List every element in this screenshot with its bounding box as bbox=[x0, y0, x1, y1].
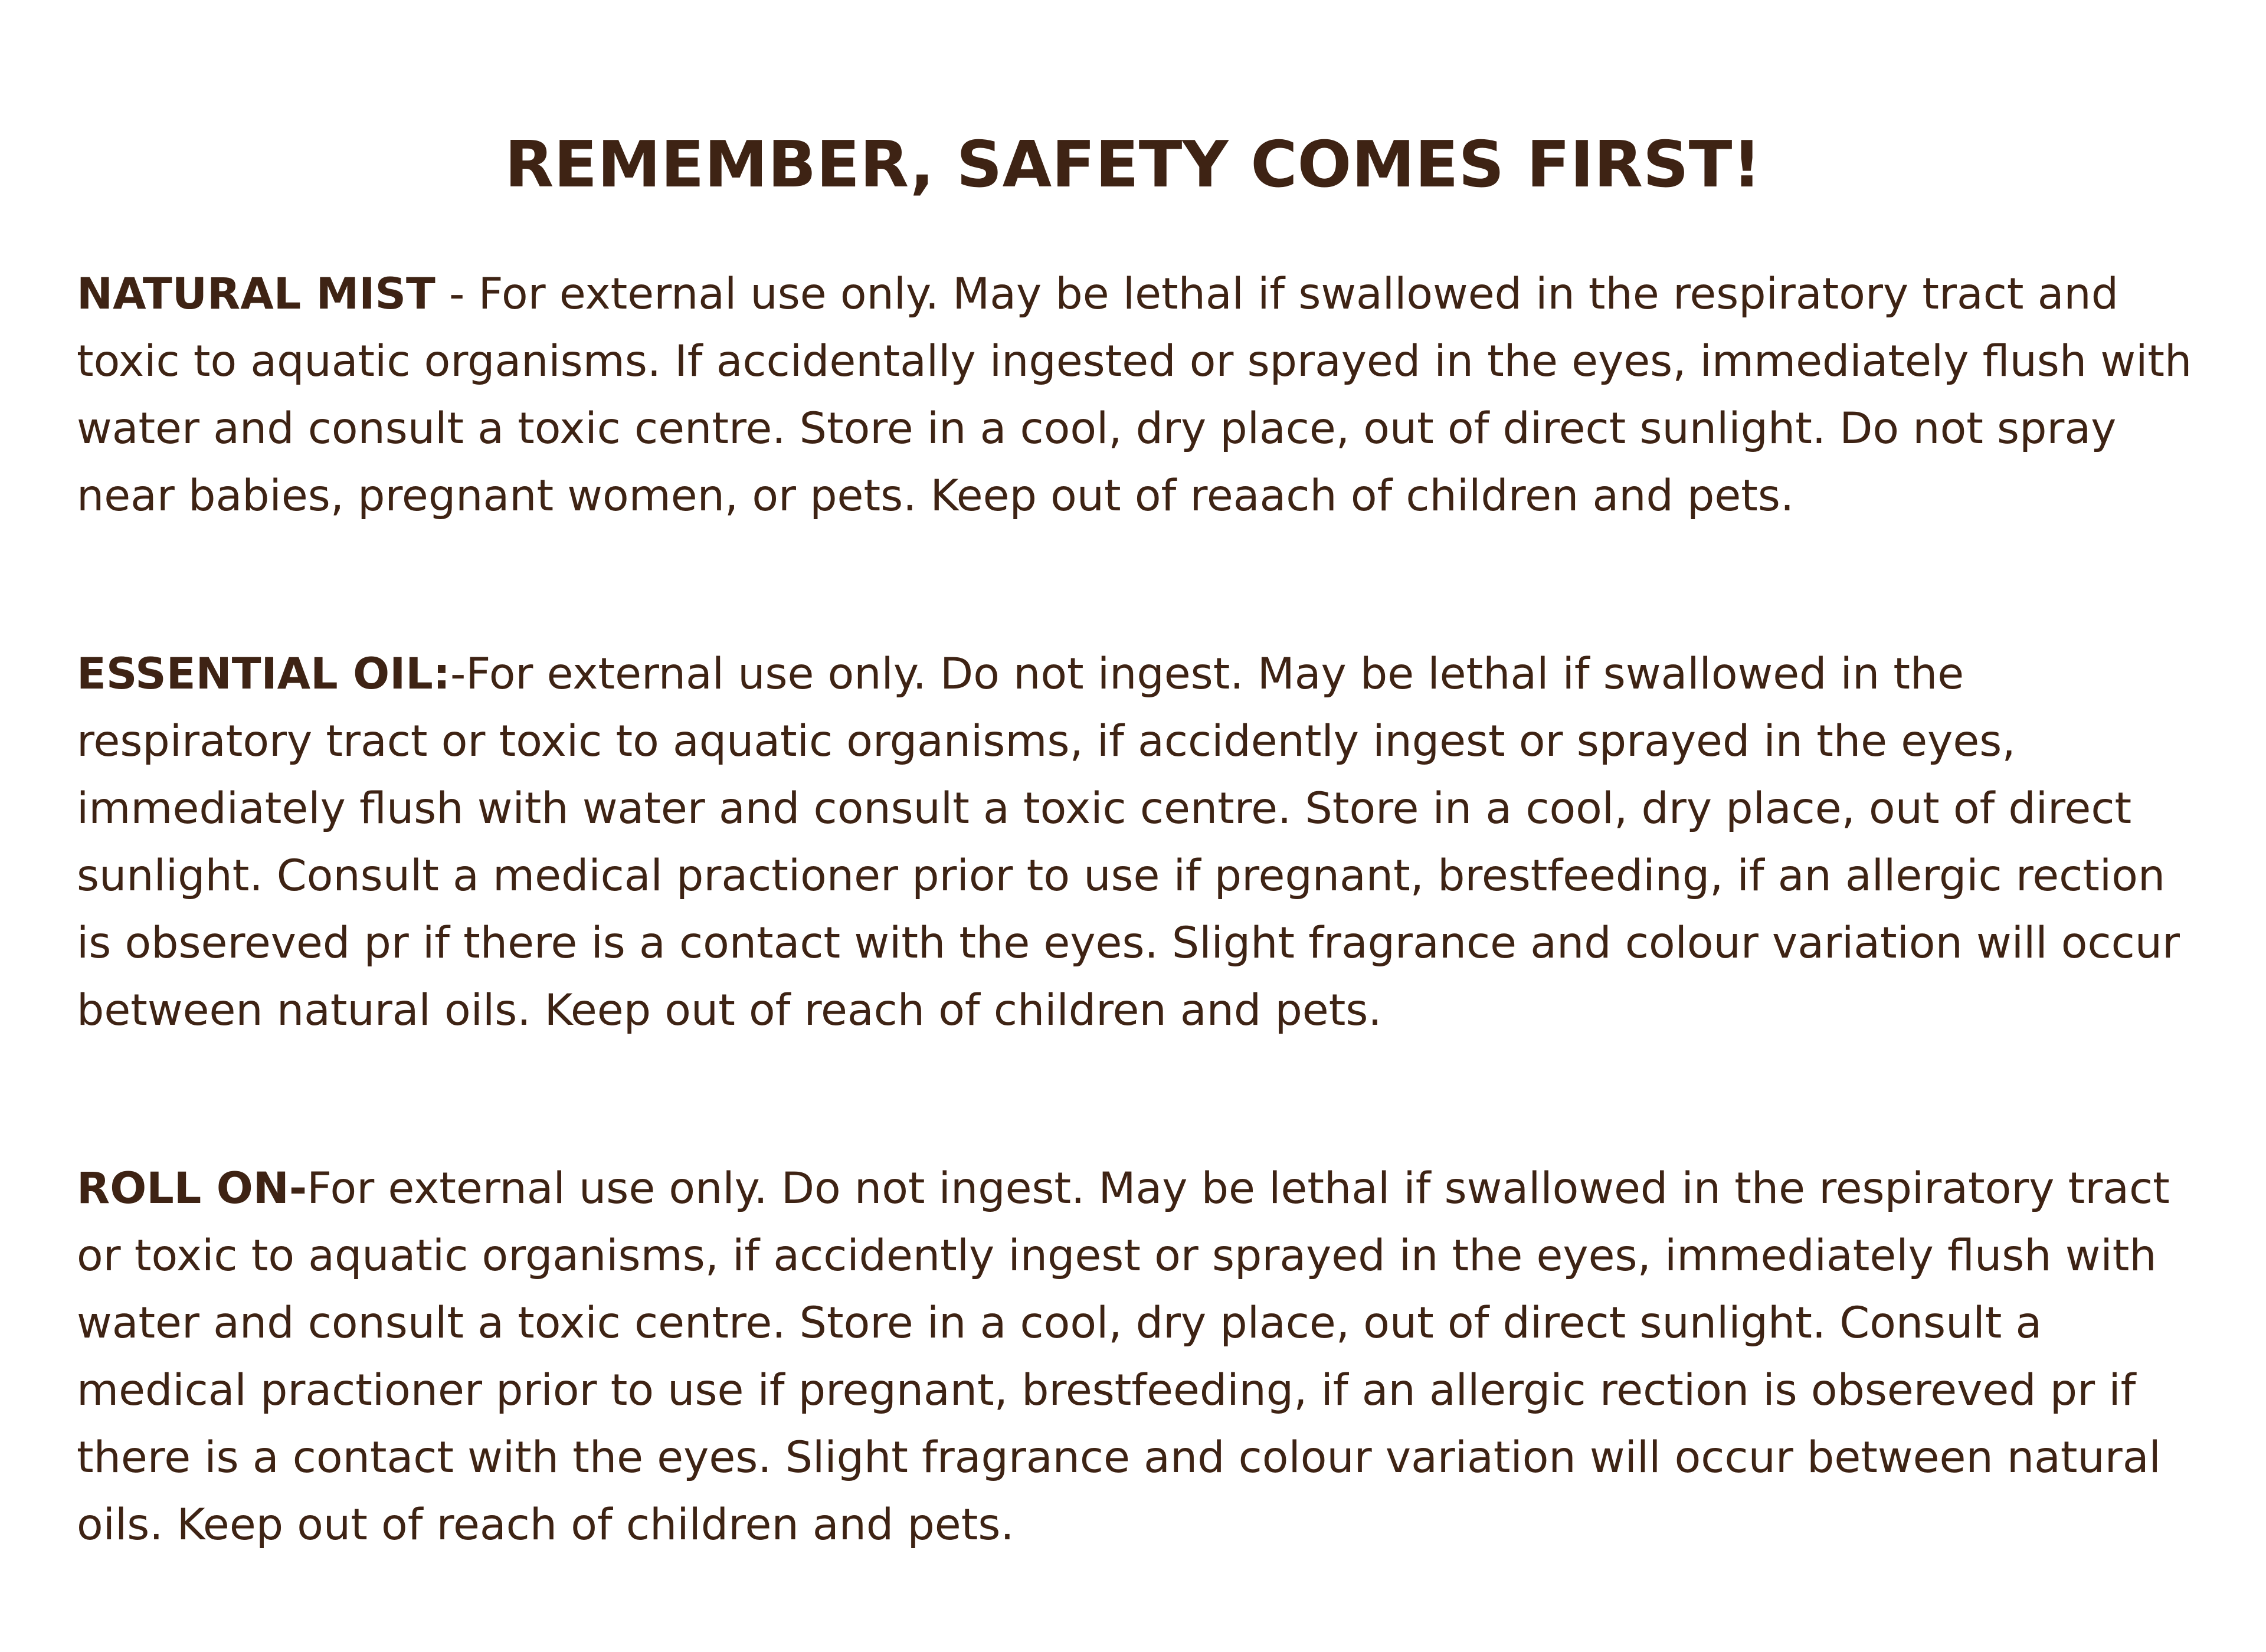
essential-oil-text: For external use only. Do not ingest. May be lethal if swallowed in the respiratory tract or toxic to aquatic organisms, if accidently ingest or sprayed in the eyes, immediately flush with water and consult a toxic centre. Store in a cool, dry place, out of direct sunlight. Consult a medical practioner prior to use if pregnant, brestfeeding, if an allergic rection is obsereved pr if there is a contact with the eyes. Slight fragrance and colour variation will occur between natural oils. Keep out of reach of children and pets. bbox=[77, 649, 2180, 1035]
roll-on-label: ROLL ON- bbox=[77, 1163, 307, 1214]
essential-oil-separator: - bbox=[450, 649, 466, 699]
roll-on-text: For external use only. Do not ingest. May be lethal if swallowed in the respiratory tract or toxic to aquatic organisms, if accidently ingest or sprayed in the eyes, immediately flush with water and consult a toxic centre. Store in a cool, dry place, out of direct sunlight. Consult a medical practioner prior to use if pregnant, brestfeeding, if an allergic rection is obsereved pr if there is a contact with the eyes. Slight fragrance and colour variation will occur between natural oils. Keep out of reach of children and pets. bbox=[77, 1163, 2170, 1550]
natural-mist-separator: - bbox=[435, 269, 479, 319]
page-title: REMEMBER, SAFETY COMES FIRST! bbox=[505, 128, 1761, 202]
essential-oil-label: ESSENTIAL OIL: bbox=[77, 649, 451, 699]
natural-mist-label: NATURAL MIST bbox=[77, 269, 435, 319]
roll-on-section bbox=[77, 1155, 2201, 1559]
essential-oil-section bbox=[77, 641, 2201, 1044]
natural-mist-text: For external use only. May be lethal if swallowed in the respiratory tract and toxic to aquatic organisms. If accidentally ingested or sprayed in the eyes, immediately flush with water and consult a toxic centre. Store in a cool, dry place, out of direct sunlight. Do not spray near babies, pregnant women, or pets. Keep out of reaach of children and pets. bbox=[77, 269, 2192, 521]
natural-mist-section bbox=[77, 261, 2201, 530]
